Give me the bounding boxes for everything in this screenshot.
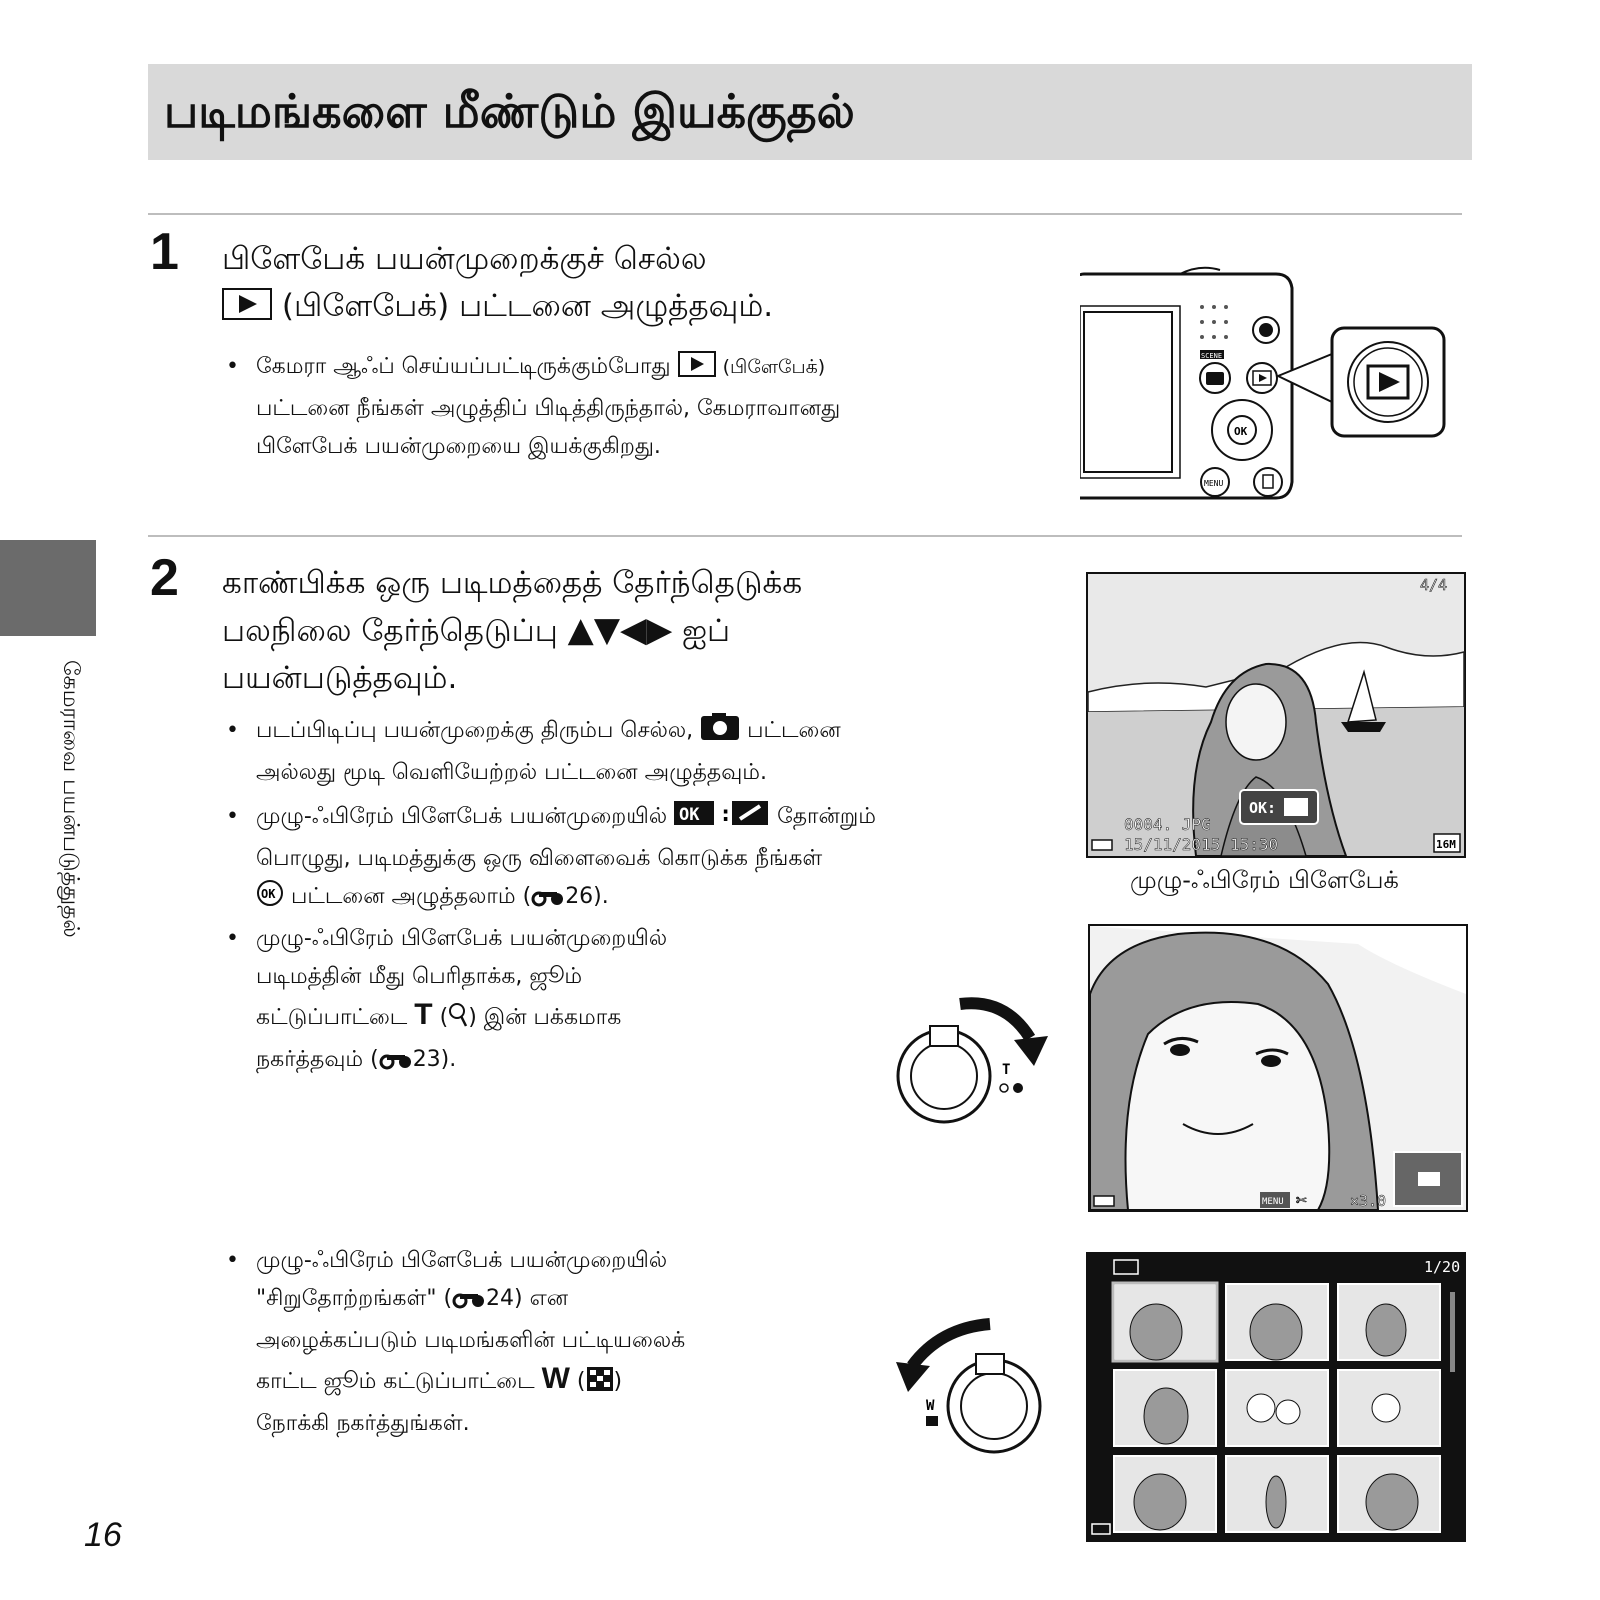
bullet-line: "சிறுதோற்றங்கள்" ( 24) என (256, 1280, 685, 1322)
thumbnail-screen (1086, 1252, 1466, 1542)
date-time: 15/11/2015 15:30 (1124, 835, 1279, 854)
svg-text:OK: OK (679, 805, 700, 825)
menu-button-label: MENU (1204, 479, 1224, 488)
ok-button-label: OK (1234, 425, 1248, 438)
battery-icon (1092, 1524, 1110, 1534)
bullet-line: கட்டுப்பாட்டை T ( ) இன் பக்கமாக (256, 996, 667, 1041)
ok-effects-icon (674, 799, 770, 840)
zoom-in-icon (448, 1002, 468, 1041)
file-name: 0004. JPG (1124, 815, 1211, 834)
bullet-line: படப்பிடிப்பு பயன்முறைக்கு திரும்ப செல்ல, பட்டனை (256, 712, 841, 754)
step-number: 2 (150, 549, 179, 607)
step2-bullet-1: • படப்பிடிப்பு பயன்முறைக்கு திரும்ப செல்ல, பட்டனை அல்லது மூடி வெளியேற்றல் பட்டனை அழுத்தவும். (256, 712, 841, 792)
tele-marker: T (1002, 1062, 1011, 1078)
bullet-line: முழு-ஃபிரேம் பிளேபேக் பயன்முறையில் (256, 926, 668, 951)
thumbnail-icon (926, 1416, 938, 1426)
playback-icon (222, 287, 272, 334)
bullet-line: பட்டனை நீங்கள் அழுத்திப் பிடித்திருந்தால், கேமராவானது (256, 396, 841, 421)
step1-heading (222, 236, 773, 334)
bullet-line: பொழுது, படிமத்துக்கு ஒரு விளைவைக் கொடுக்க நீங்கள் (256, 846, 823, 871)
zoom-factor: ×3.0 (1350, 1192, 1387, 1210)
reference-icon (531, 882, 565, 920)
full-frame-screen (1086, 572, 1466, 858)
reference-icon (379, 1045, 413, 1083)
step2-bullet-4: • முழு-ஃபிரேம் பிளேபேக் பயன்முறையில் "சிறுதோற்றங்கள்" ( 24) என அழைக்கப்படும் படிமங்களின் பட்டியலைக் காட்ட ஜூம் கட்டுப்பாட்டை W ( ) நோக்கி நகர்த்துங்கள். (256, 1242, 685, 1443)
bullet-line: பிளேபேக் பயன்முறையை இயக்குகிறது. (256, 434, 661, 459)
frame-counter: 1/20 (1424, 1258, 1461, 1276)
multi-selector-arrows: ▲▼◀▶ (567, 610, 673, 650)
divider (148, 213, 1462, 215)
step1-bullet: • கேமரா ஆஃப் செய்யப்பட்டிருக்கும்போது (பிளேபேக்) பட்டனை நீங்கள் அழுத்திப் பிடித்திருந்தால், கேமராவானது பிளேபேக் பயன்முறையை இயக்குகிறது. (256, 348, 840, 466)
step2-heading (222, 560, 802, 702)
svg-text::: : (719, 802, 733, 827)
frame-counter: 4/4 (1420, 576, 1448, 594)
bullet-line: அழைக்கப்படும் படிமங்களின் பட்டியலைக் (256, 1328, 686, 1353)
bullet-line: நோக்கி நகர்த்துங்கள். (256, 1411, 470, 1436)
wide-marker: W (926, 1398, 935, 1414)
step2-heading-line: பலநிலை தேர்ந்தெடுப்பு ▲▼◀▶ ஐப் (222, 610, 731, 650)
svg-text:OK: OK (261, 887, 276, 901)
page-title: படிமங்களை மீண்டும் இயக்குதல் (164, 84, 855, 138)
divider (148, 535, 1462, 537)
section-tab (0, 540, 96, 636)
bullet-line: முழு-ஃபிரேம் பிளேபேக் பயன்முறையில் OK : தோன்றும் (256, 798, 876, 840)
step1-heading-line: (பிளேபேக்) பட்டனை அழுத்தவும். (222, 283, 773, 334)
full-frame-caption: முழு-ஃபிரேம் பிளேபேக் (1130, 866, 1399, 894)
page-number: 16 (84, 1516, 122, 1554)
zoom-control-tele (890, 990, 1050, 1150)
ok-effects-hint: OK: (1249, 799, 1277, 817)
reference-icon (452, 1284, 486, 1322)
svg-text:✂: ✂ (1296, 1190, 1307, 1211)
bullet-line: படிமத்தின் மீது பெரிதாக்க, ஜூம் (256, 964, 583, 989)
scene-label: SCENE (1201, 352, 1223, 360)
zoom-screen (1088, 924, 1468, 1212)
image-size-badge: 16M (1436, 838, 1456, 851)
ok-icon (256, 879, 284, 920)
step-number: 1 (150, 223, 179, 281)
bullet-line: நகர்த்தவும் ( 23). (256, 1041, 667, 1083)
step1-heading-line: பிளேபேக் பயன்முறைக்குச் செல்ல (222, 241, 707, 277)
protect-icon (1114, 1260, 1138, 1274)
battery-icon (1094, 1196, 1114, 1206)
step2-heading-line: காண்பிக்க ஒரு படிமத்தைத் தேர்ந்தெடுக்க (222, 565, 803, 601)
camera-icon (1206, 372, 1224, 385)
section-label: கேமராவை பயன்படுத்துதல் (58, 660, 83, 938)
step2-bullet-2: • முழு-ஃபிரேம் பிளேபேக் பயன்முறையில் OK : தோன்றும் பொழுது, படிமத்துக்கு ஒரு விளைவைக் கொடுக்க நீங்கள் OK பட்டனை அழுத்தலாம் ( 26). (256, 798, 876, 920)
battery-icon (1092, 840, 1112, 850)
bullet-line: கேமரா ஆஃப் செய்யப்பட்டிருக்கும்போது (பிளேபேக்) (256, 348, 840, 390)
wide-label: W (541, 1362, 570, 1395)
step2-heading-line: பயன்படுத்தவும். (222, 660, 458, 696)
step2-bullet-3: • முழு-ஃபிரேம் பிளேபேக் பயன்முறையில் படிமத்தின் மீது பெரிதாக்க, ஜூம் கட்டுப்பாட்டை T ( ) இன் பக்கமாக நகர்த்தவும் ( 23). (256, 920, 667, 1083)
camera-icon (700, 713, 740, 754)
bullet-line: காட்ட ஜூம் கட்டுப்பாட்டை W ( ) (256, 1360, 685, 1405)
thumbnail-icon (586, 1366, 614, 1405)
tele-label: T (414, 998, 433, 1031)
menu-hint: MENU (1262, 1197, 1284, 1207)
bullet-line: அல்லது மூடி வெளியேற்றல் பட்டனை அழுத்தவும். (256, 760, 767, 785)
playback-icon (678, 351, 716, 390)
bullet-line: OK பட்டனை அழுத்தலாம் ( 26). (256, 878, 876, 920)
zoom-control-wide (890, 1310, 1060, 1470)
bullet-line: முழு-ஃபிரேம் பிளேபேக் பயன்முறையில் (256, 1248, 668, 1273)
camera-back-illustration (1080, 262, 1470, 512)
